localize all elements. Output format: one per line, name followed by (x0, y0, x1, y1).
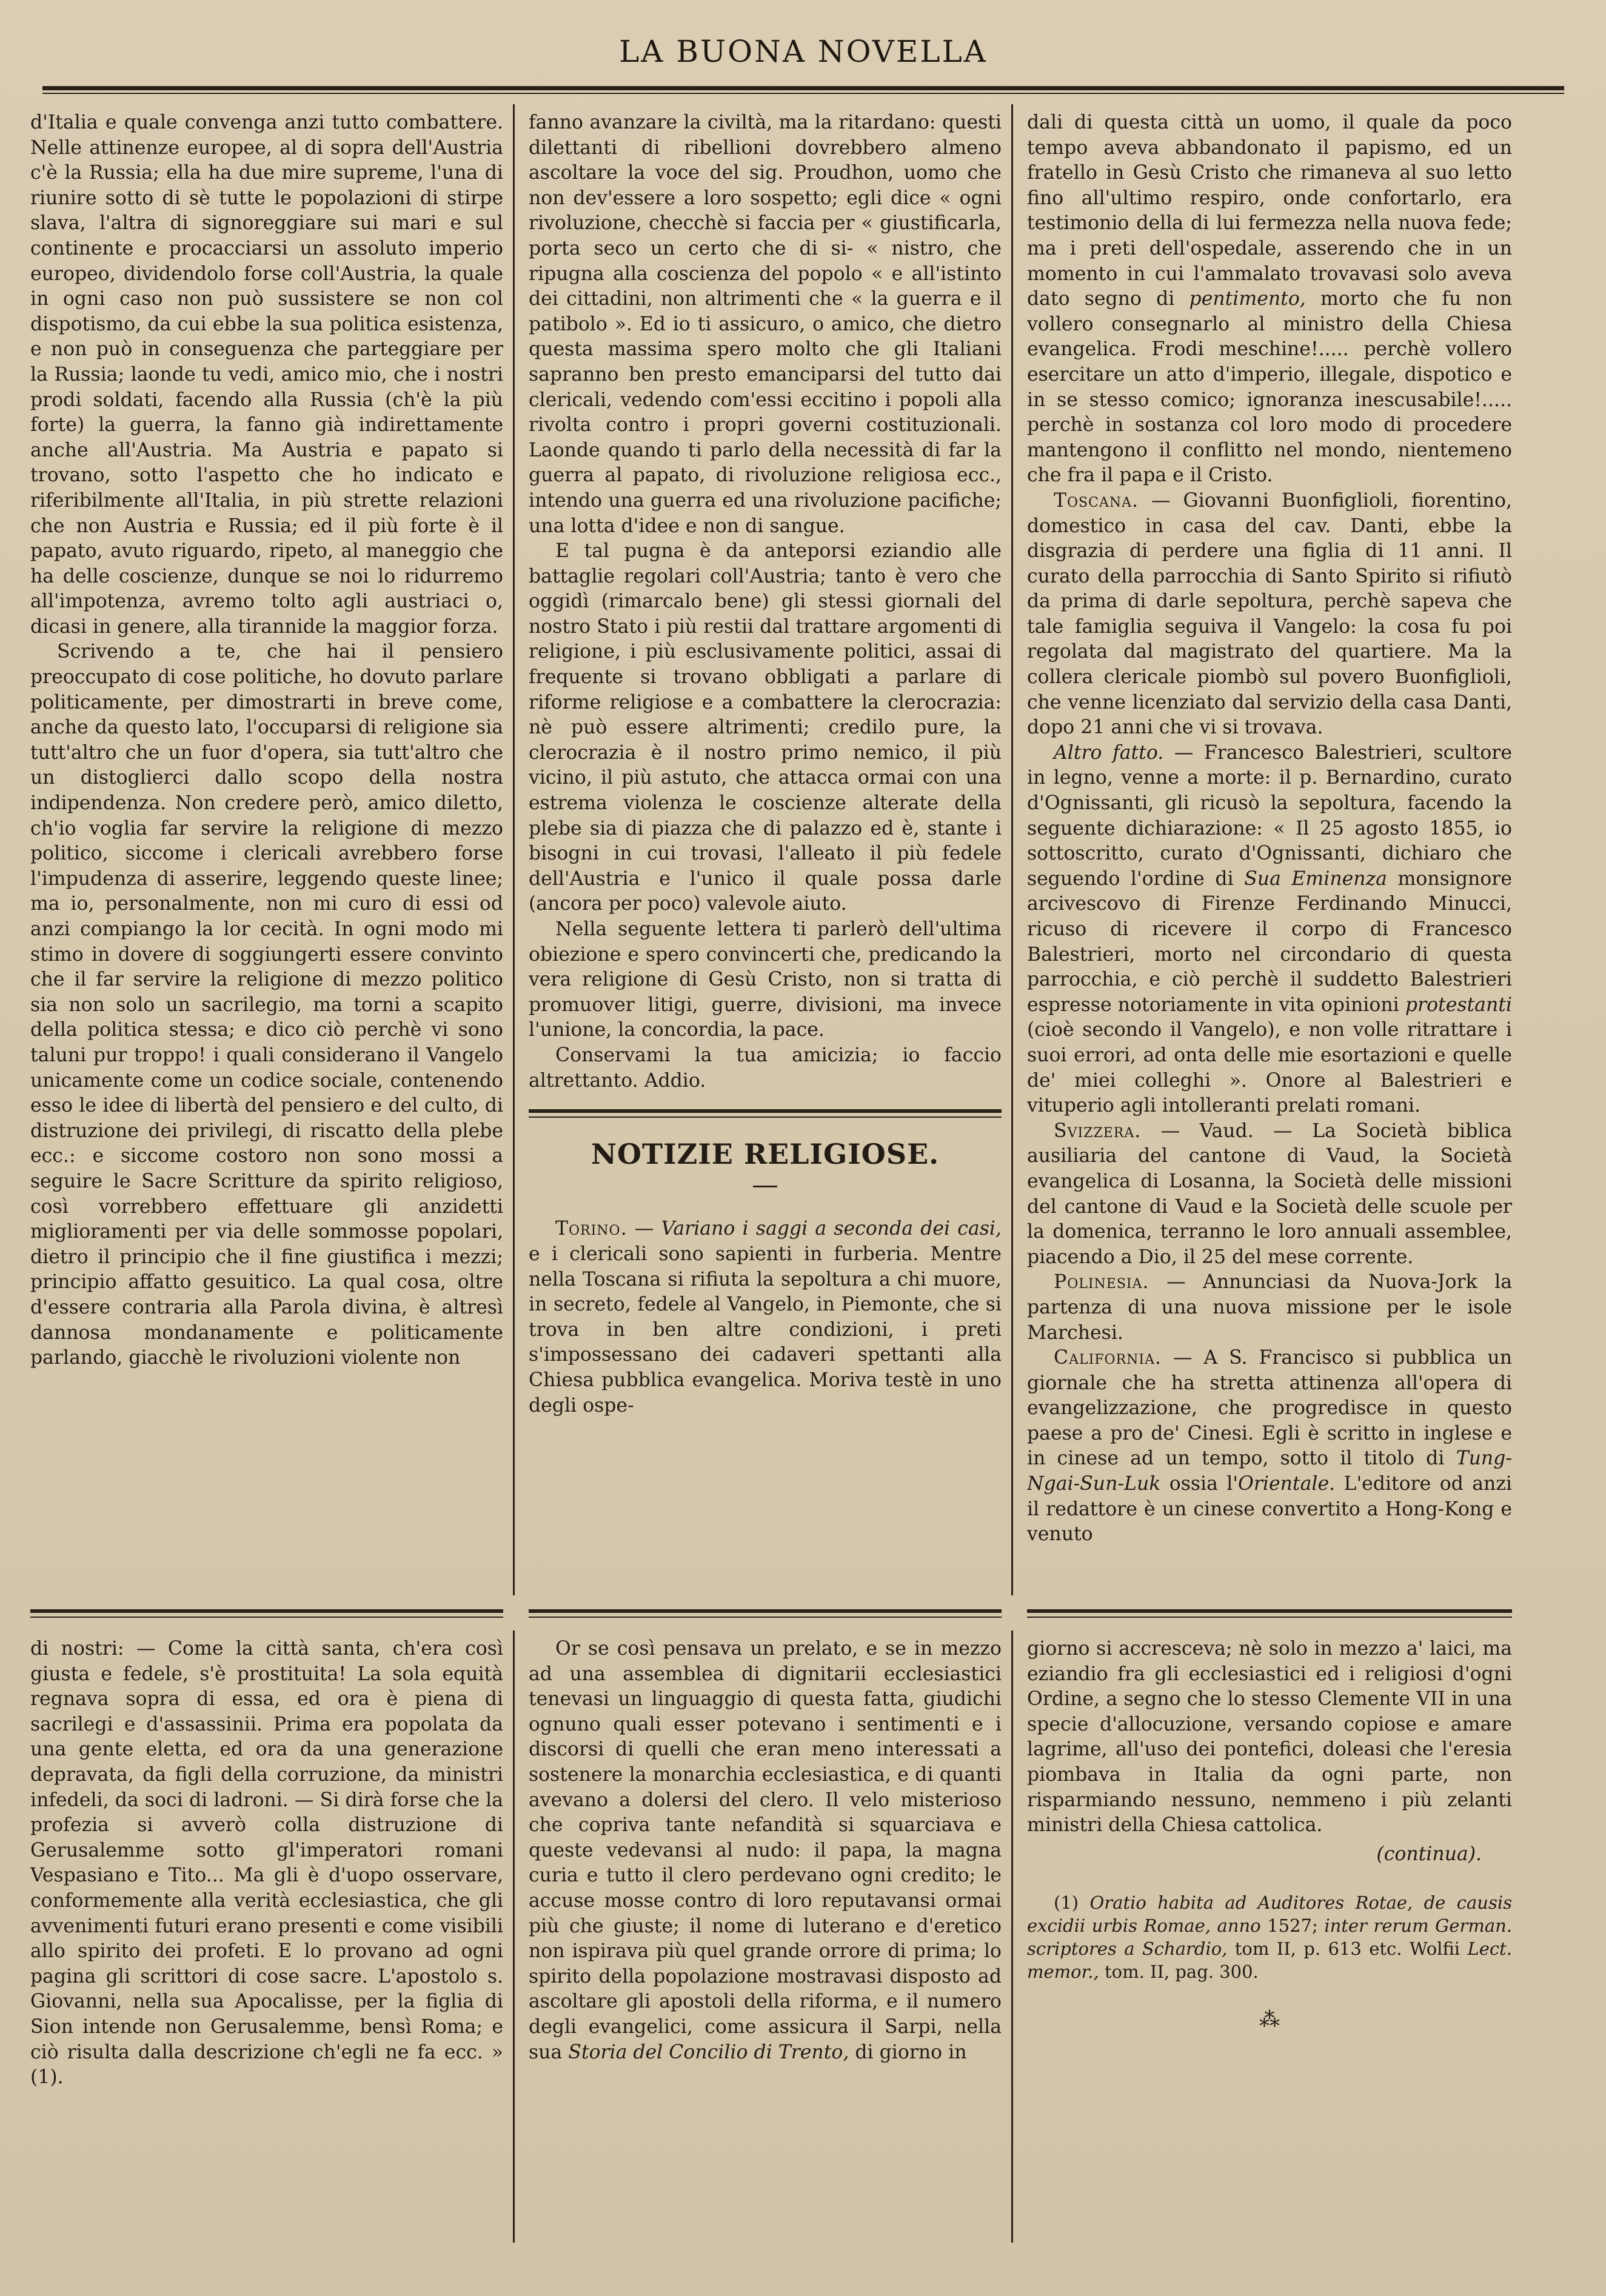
news-label: Toscana. (1054, 489, 1139, 512)
news-label: Altro fatto. (1054, 741, 1164, 764)
column-1-top (30, 110, 503, 1595)
paragraph: dali di questa città un uomo, il quale da poco tempo aveva abbandonato il papismo, ed un fratello in Gesù Cristo che rimaneva al suo letto fino all'ultimo respiro, onde confortarlo, era testimonio della di lui fermezza nella nuova fede; ma i preti dell'ospedale, asserendo che in un momento in cui l'ammalato trovavasi solo aveva dato segno di pentimento, morto che fu non vollero consegnarlo al ministro della Chiesa evangelica. Frodi meschine!..... perchè vollero esercitare un atto d'imperio, illegale, dispotico e in se stesso comico; ignoranza inescusabile!..... perchè in sostanza col loro modo di procedere mantengono il conflitto nel mondo, nientemeno che fra il papa e il Cristo. (1027, 112, 1512, 487)
paragraph: fanno avanzare la civiltà, ma la ritardano: questi dilettanti di ribellioni dovrebbero almeno ascoltare la voce del sig. Proudhon, uomo che non dev'essere a loro sospetto; egli dice « ogni rivoluzione, checchè si faccia per « giustificarla, porta seco un certo che di si- « nistro, che ripugna alla coscienza del popolo « e all'istinto dei cittadini, non altrimenti che « la guerra e il patibolo ». Ed io ti assicuro, o amico, che dietro questa massima spero molto che gli Italiani sapranno ben presto emanciparsi del tutto dai clericali, vedendo com'essi eccitino i popoli alla rivolta contro i propri governi costituzionali. Laonde quando ti parlo della necessità di far la guerra al papato, di rivoluzione religiosa ecc., intendo una guerra ed una rivoluzione pacifiche; una lotta d'idee e non di sangue. (529, 112, 1002, 537)
paragraph: Or se così pensava un prelato, e se in mezzo ad una assemblea di dignitarii ecclesiastici tenevasi un linguaggio di questa fatta, giudichi ognuno quali esser potevano i sentimenti e i discorsi di quelli che eran meno interessati a sostenere la monarchia ecclesiastica, e di quanti avevano a dolersi del clero. Il velo misterioso che copriva tante nefandità si squarciava e queste vedevansi al nudo: il papa, la magna curia e tutto il clero perdevano ogni credito; le accuse mosse contro di loro reputavansi ormai più che giuste; il nome di luterano e d'eretico non ispirava più quel grande orrore di prima; lo spirito della popolazione mostravasi disposto ad ascoltare gli apostoli della riforma, e il numero degli evangelici, come assicura il Sarpi, nella sua Storia del Concilio di Trento, di giorno in (529, 1638, 1002, 2063)
section-rule-thin (529, 1116, 1002, 1118)
news-item-california: California. — A S. Francisco si pubblica un giornale che ha stretta attinenza all'opera di evangelizzazione, che progredisce in questo paese a pro de' Cinesi. Egli è scritto in inglese e in cinese ad un tempo, sotto il titolo di Tung-Ngai-Sun-Luk ossia l'Orientale. L'editore od anzi il redattore è un cinese convertito a Hong-Kong e venuto (1027, 1347, 1512, 1546)
news-item-altro-fatto: Altro fatto. — Francesco Balestrieri, scultore in legno, venne a morte: il p. Bernardino, curato d'Ognissanti, gli ricusò la sepoltura, facendo la seguente dichiarazione: « Il 25 agosto 1855, io sottoscritto, curato d'Ognissanti, dichiaro che seguendo l'ordine di Sua Eminenza monsignore arcivescovo di Firenze Ferdinando Minucci, ricuso di ricevere il corpo di Francesco Balestrieri, morto nel circondario di questa parrocchia, e ciò perchè il suddetto Balestrieri espresse notoriamente in vita opinioni protestanti (cioè secondo il Vangelo), e non volle ritrattare i suoi errori, ad onta delle mie esortazioni e quelle de' miei colleghi ». Onore al Balestrieri e vituperio agli intolleranti prelati romani. (1027, 741, 1512, 1117)
column-divider (1011, 1630, 1013, 2243)
news-item-toscana: Toscana. — Giovanni Buonfiglioli, fiorentino, domestico in casa del cav. Danti, ebbe la disgrazia di perdere una figlia di 11 anni. Il curato della parrocchia di Santo Spirito si rifiutò da prima di darle sepoltura, perchè sapeva che tale famiglia seguiva il Vangelo: la cosa fu poi regolata dal magistrato del quartiere. Ma la collera clericale piombò sul povero Buonfiglioli, che venne licenziato dal servizio della casa Danti, dopo 21 anni che vi si trovava. (1027, 489, 1512, 739)
column-divider (1011, 104, 1013, 1595)
header-rule-thick (42, 86, 1564, 90)
column-break-rule-thin (30, 1617, 503, 1618)
column-break-rule (30, 1609, 503, 1613)
column-divider (513, 1630, 515, 2243)
paragraph: d'Italia e quale convenga anzi tutto combattere. Nelle attinenze europee, al di sopra dell'Austria c'è la Russia; ella ha due mire supreme, l'una di riunire sotto di sè tutte le popolazioni di stirpe slava, l'altra di signoreggiare sui mari e sul continente e procacciarsi un assoluto imperio europeo, dividendolo forse coll'Austria, la quale in ogni caso non può sussistere se non col dispotismo, da cui ebbe la sua politica esistenza, e non può in conseguenza che parteggiare per la Russia; laonde tu vedi, amico mio, che i nostri prodi soldati, facendo alla Russia (ch'è la più forte) la guerra, la fanno già indirettamente anche all'Austria. Ma Austria e papato si trovano, sotto l'aspetto che ho indicato e riferibilmente all'Italia, in più strette relazioni che non Austria e Russia; ed il più forte è il papato, avuto riguardo, ripeto, al maneggio che ha delle coscienze, dunque se noi lo ridurremo all'impotenza, avremo tolto agli austriaci o, dicasi in genere, alla tirannide la maggior forza. (30, 112, 503, 638)
column-break-rule-thin (1027, 1617, 1512, 1618)
column-1-bottom (30, 1637, 503, 2243)
title-dash (529, 1173, 1002, 1199)
column-break-rule-thin (529, 1617, 1002, 1618)
header-rule-thin (42, 93, 1564, 94)
news-item-polinesia: Polinesia. — Annunciasi da Nuova-Jork la partenza di una nuova missione per le isole Marchesi. (1027, 1271, 1512, 1344)
paragraph: Scrivendo a te, che hai il pensiero preoccupato di cose politiche, ho dovuto parlare politicamente, per dimostrarti in breve come, anche da questo lato, l'occuparsi di religione sia tutt'altro che un fuor d'opera, sia tutt'altro che un distoglierci dallo scopo della nostra indipendenza. Non credere però, amico diletto, ch'io voglia far servire la religione di mezzo politico, siccome i clericali avrebbero forse l'impudenza di asserire, leggendo queste linee; ma io, personalmente, non mi curo di essi od anzi compiango la lor cecità. In ogni modo mi stimo in dovere di soggiungerti essere convinto che il far servire la religione di mezzo politico sia non solo un sacrilegio, ma torni a scapito della politica stessa; e dico ciò perchè vi sono taluni pur troppo! i quali considerano il Vangelo unicamente come un codice sociale, contenendo esso le idee di libertà del pensiero e del culto, di distruzione dei privilegi, di riscatto della plebe ecc.: e siccome costoro non sono mossi a seguire le Sacre Scritture da spirito religioso, così vorrebbero effettuare gli anzidetti miglioramenti per via delle sommosse popolari, dietro il principio che il fine giustifica i mezzi; principio affatto gesuitico. La qual cosa, oltre d'essere contraria alla Parola divina, è altresì dannosa mondanamente e politicamente parlando, giacchè le rivoluzioni violente non (30, 641, 503, 1369)
news-item-torino: Torino. — Variano i saggi a seconda dei casi, e i clericali sono sapienti in furberia. Mentre nella Toscana si rifiuta la sepoltura a chi muore, in secreto, fedele al Vangelo, in Piemonte, che si trova in ben altre condizioni, i preti s'impossessano dei cadaveri spettanti alla Chiesa pubblica evangelica. Moriva testè in uno degli ospe- (529, 1218, 1002, 1417)
column-divider (513, 104, 515, 1595)
news-label: Svizzera. (1054, 1120, 1142, 1142)
news-item-svizzera: Svizzera. — Vaud. — La Società biblica ausiliaria del cantone di Vaud, la Società evangelica di Losanna, la Società delle missioni del cantone di Vaud e la Società delle scuole per la domenica, terranno le loro annuali assemblee, piacendo a Dio, il 25 del mese corrente. (1027, 1120, 1512, 1268)
footnote: (1) Oratio habita ad Auditores Rotae, de causis excidii urbis Romae, anno 1527; inter rerum German. scriptores a Schardio, tom II, p. 613 etc. Wolfii Lect. memor., tom. II, pag. 300. (1027, 1892, 1512, 1983)
end-ornament: ⁂ (1259, 2007, 1280, 2032)
news-label: California. (1054, 1347, 1162, 1369)
continua-label: (continua). (1376, 1843, 1482, 1865)
masthead (42, 24, 1564, 85)
column-3-bottom (1027, 1637, 1512, 2243)
column-break-rule (1027, 1609, 1512, 1613)
page-title: LA BUONA NOVELLA (619, 34, 988, 69)
paragraph: Conservami la tua amicizia; io faccio altrettanto. Addio. (529, 1044, 1002, 1092)
paragraph: giorno si accresceva; nè solo in mezzo a' laici, ma eziandio fra gli ecclesiastici ed i religiosi d'ogni Ordine, a segno che lo stesso Clemente VII in una specie d'allocuzione, versando copiose e amare lagrime, all'uso dei pontefici, doleasi che l'eresia piombava in Italia da ogni parte, non risparmiando nessuno, nemmeno i più zelanti ministri della Chiesa cattolica. (1027, 1638, 1512, 1837)
news-label: Polinesia. (1054, 1271, 1149, 1293)
column-3-top (1027, 110, 1512, 1595)
section-title: NOTIZIE RELIGIOSE. (591, 1138, 940, 1171)
column-2-top (529, 110, 1002, 1595)
column-break-rule (529, 1609, 1002, 1613)
paragraph: Nella seguente lettera ti parlerò dell'ultima obiezione e spero convincerti che, predicando la vera religione di Gesù Cristo, non si tratta di promuover litigi, guerre, divisioni, ma invece l'unione, la concordia, la pace. (529, 918, 1002, 1041)
paragraph: E tal pugna è da anteporsi eziandio alle battaglie regolari coll'Austria; tanto è vero che oggidì (rimarcalo bene) gli stessi giornali del nostro Stato i più restii dal trattare argomenti di religione, i più esclusivamente politici, assai di frequente si trovano obbligati a parlare di riforme religiose e a combattere la clerocrazia: nè può essere altrimenti; credilo pure, la clerocrazia è il nostro primo nemico, il più vicino, il più astuto, che attacca ormai con una estrema violenza le coscienze alterate della plebe sia di piazza che di palazzo ed è, stante i bisogni in cui trovasi, l'alleato il più fedele dell'Austria e l'unico il quale possa darle (ancora per poco) valevole aiuto. (529, 540, 1002, 915)
column-2-bottom (529, 1637, 1002, 2243)
paragraph: di nostri: — Come la città santa, ch'era così giusta e fedele, s'è prostituita! La sola equità regnava sopra di essa, ed ora è piena di sacrilegi e d'assassinii. Prima era popolata da una gente eletta, ed ora da una generazione depravata, da figli della corruzione, da ministri infedeli, da soci di ladroni. — Si dirà forse che la profezia si avverò colla distruzione di Gerusalemme sotto gl'imperatori romani Vespasiano e Tito... Ma gli è d'uopo osservare, conformemente alla verità ecclesiastica, che gli avvenimenti futuri erano presenti e come visibili allo spirito dei profeti. E lo provano ad ogni pagina gli scrittori di cose sacre. L'apostolo s. Giovanni, nella sua Apocalisse, per la figlia di Sion intende non Gerusalemme, bensì Roma; e ciò risulta dalla descrizione ch'egli ne fa ecc. » (1). (30, 1638, 503, 2089)
news-label: Torino. (555, 1218, 627, 1240)
section-rule (529, 1109, 1002, 1113)
